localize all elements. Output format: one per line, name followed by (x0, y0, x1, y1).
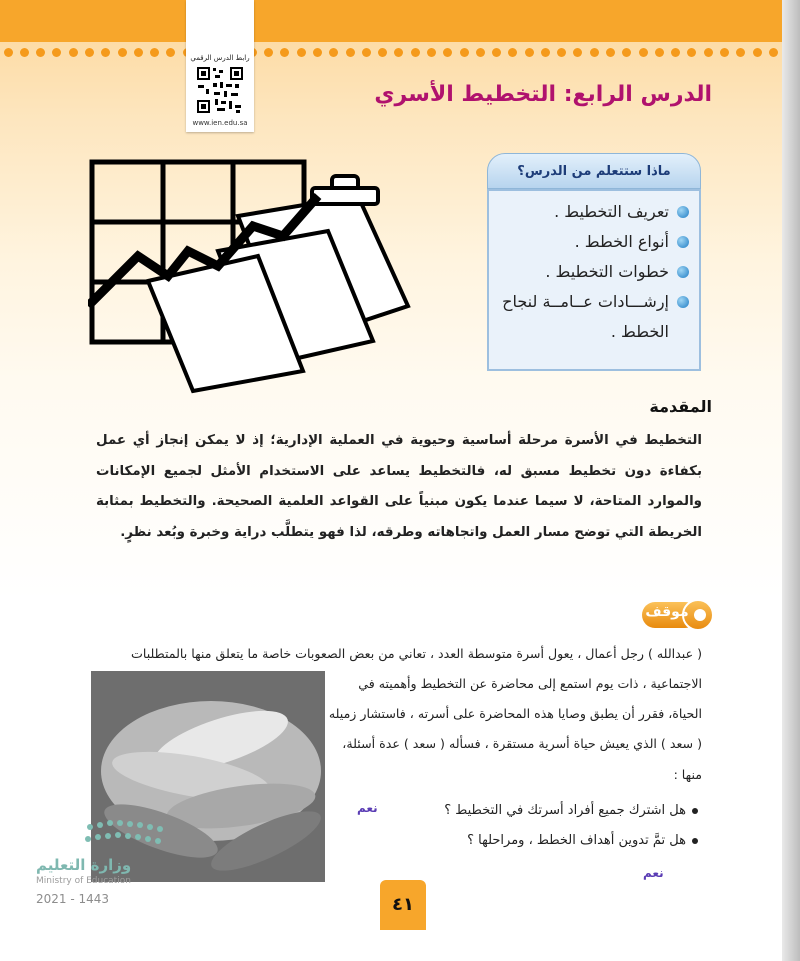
planning-chart-illustration (88, 156, 418, 396)
objective-item (497, 287, 689, 347)
story-line: الحياة، فقرر أن يطبق وصايا هذه المحاضرة على أسرته ، فاستشار زميله (328, 706, 702, 721)
objective-item (497, 197, 689, 227)
answer-text: نعم (643, 866, 664, 880)
learning-objectives-list (487, 189, 701, 371)
qr-label: رابط الدرس الرقمي (190, 54, 250, 62)
intro-heading: المقدمة (649, 397, 712, 416)
objective-text: خطوات التخطيط . (545, 262, 669, 281)
bullet-icon (677, 206, 689, 218)
ministry-name-english: Ministry of Education (36, 876, 131, 886)
learning-objectives-header: ماذا ستتعلم من الدرس؟ (487, 153, 701, 189)
qr-code-card[interactable] (186, 0, 254, 132)
decorative-dots (0, 44, 782, 60)
ministry-name-arabic: وزارة التعليم (36, 856, 132, 874)
story-line: ( عبدالله ) رجل أعمال ، يعول أسرة متوسطة العدد ، تعاني من بعض الصعوبات خاصة ما يتعلق منها بالمتطلبات (131, 646, 702, 661)
edition-year: 2021 - 1443 (36, 892, 110, 906)
question-item (467, 833, 698, 848)
story-line: منها : (673, 767, 702, 782)
question-text: هل تمَّ تدوين أهداف الخطط ، ومراحلها ؟ (467, 833, 686, 848)
qr-url[interactable]: www.ien.edu.sa (192, 119, 248, 127)
bullet-icon (677, 236, 689, 248)
top-orange-band (0, 0, 782, 42)
learning-objectives-box (487, 153, 701, 371)
bullet-icon (677, 296, 689, 308)
objective-item (497, 257, 689, 287)
answer-text: نعم (357, 801, 378, 815)
objective-item (497, 227, 689, 257)
bullet-icon (692, 838, 698, 844)
intro-paragraph: التخطيط في الأسرة مرحلة أساسية وحيوية في العملية الإدارية؛ إذ لا يمكن إنجاز أي عمل بكفاءة دون تخطيط مسبق له، فالتخطيط يساعد على الاستخدام الأمثل لجميع الإمكانات والموارد المتاحة، لا سيما عندما يكون مبنياً على القواعد العلمية الصحيحة. والتخطيط بمثابة الخريطة التي توضح مسار العمل واتجاهاته وطرقه، لذا فهو يتطلَّب دراية وخبرة وبُعد نظرٍ. (96, 433, 702, 540)
story-line: الاجتماعية ، ذات يوم استمع إلى محاضرة عن التخطيط وأهميته في (358, 676, 702, 691)
question-item (444, 803, 698, 818)
objective-text: تعريف التخطيط . (554, 202, 669, 221)
bullet-icon (692, 808, 698, 814)
page-number: ٤١ (380, 880, 426, 930)
qr-code-icon[interactable] (195, 65, 245, 115)
bullet-icon (677, 266, 689, 278)
question-text: هل اشترك جميع أفراد أسرتك في التخطيط ؟ (444, 803, 686, 818)
lesson-title: الدرس الرابع: التخطيط الأسري (374, 82, 712, 107)
situation-badge-label: موقف (645, 604, 689, 620)
objective-text: أنواع الخطط . (574, 232, 669, 251)
page-edge (782, 0, 800, 961)
objective-text: إرشـــادات عــامــة لنجاح الخطط . (502, 292, 669, 341)
story-line: ( سعد ) الذي يعيش حياة أسرية مستقرة ، فسأله ( سعد ) عدة أسئلة، (342, 736, 702, 751)
